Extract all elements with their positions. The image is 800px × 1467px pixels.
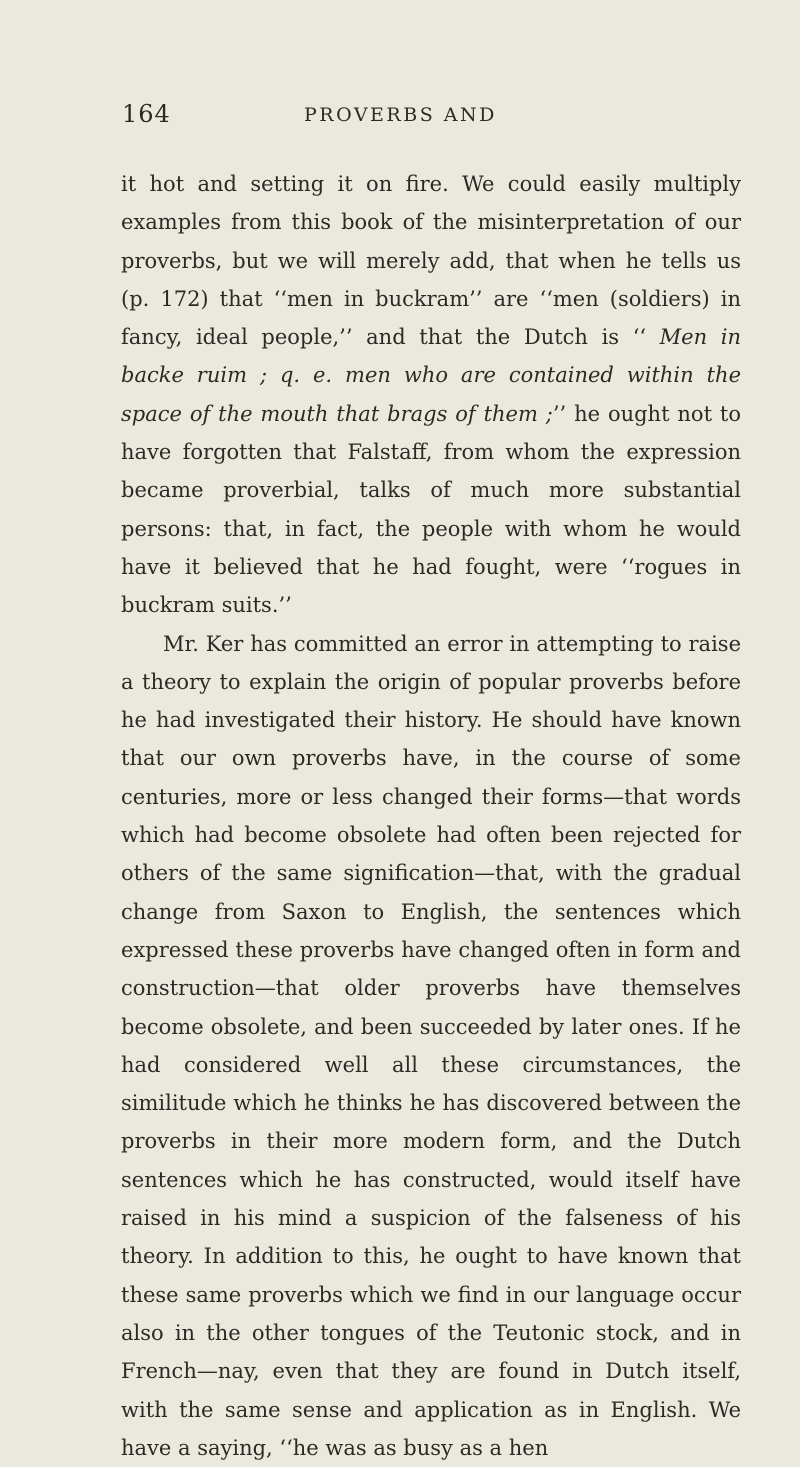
- paragraph: [121, 625, 741, 1467]
- italic-dutch-quote: Men in backe ruim ; q. e. men who are contained within the space of the mouth that brags of them ;: [121, 325, 741, 426]
- running-title: PROVERBS AND: [304, 104, 497, 126]
- body-text: [121, 165, 741, 1467]
- running-head: [122, 100, 740, 136]
- page-number: 164: [122, 100, 171, 128]
- text-segment: ’’ he ought not to have forgotten that Falstaff, from whom the expression became proverbial, talks of much more substantial persons: that, in fact, the people with whom he would have it believed that he had fought, were ‘‘rogues in buckram suits.’’: [121, 401, 741, 618]
- paragraph: [121, 165, 741, 625]
- text-segment: it hot and setting it on fire. We could easily multiply examples from this book of the misinterpretation of our proverbs, but we will merely add, that when he tells us (p. 172) that ‘‘men in buckram’’ are ‘‘men (soldiers) in fancy, ideal people,’’ and that the Dutch is ‘‘: [121, 172, 741, 350]
- text-segment: Mr. Ker has committed an error in attempting to raise a theory to explain the origin of popular proverbs before he had investigated their history. He should have known that our own proverbs have, in the course of some centuries, more or less changed their forms—that words which had become obsolete had often been rejected for others of the same signification—that, with the gradual change from Saxon to English, the sentences which expressed these proverbs have changed often in form and construction—that older proverbs have themselves become obsolete, and been succeeded by later ones. If he had considered well all these circumstances, the similitude which he thinks he has discovered between the proverbs in their more modern form, and the Dutch sentences which he has constructed, would itself have raised in his mind a suspicion of the falseness of his theory. In addition to this, he ought to have known that these same proverbs which we find in our language occur also in the other tongues of the Teutonic stock, and in French—nay, even that they are found in Dutch itself, with the same sense and application as in English. We have a saying, ‘‘he was as busy as a hen: [121, 631, 741, 1460]
